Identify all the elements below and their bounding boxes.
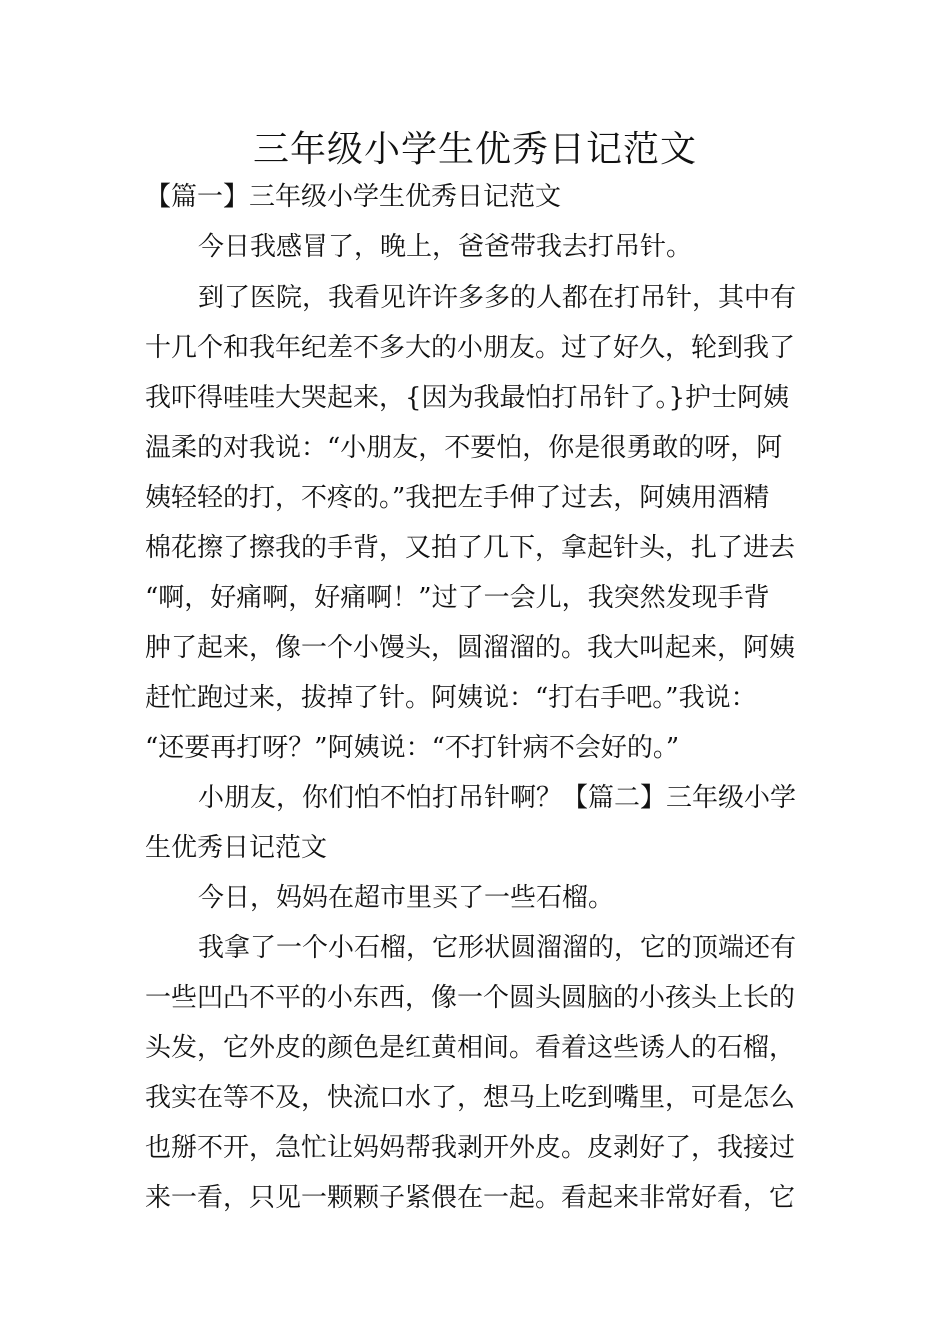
paragraph-line: 今日，妈妈在超市里买了一些石榴。 xyxy=(198,883,615,913)
paragraph-line: 来一看，只见一颗颗子紧偎在一起。看起来非常好看，它 xyxy=(145,1183,796,1213)
paragraph-line: 棉花擦了擦我的手背，又拍了几下，拿起针头，扎了进去 xyxy=(145,533,796,563)
paragraph-line: 十几个和我年纪差不多大的小朋友。过了好久，轮到我了 xyxy=(145,333,796,363)
page-title: 三年级小学生优秀日记范文 xyxy=(252,129,697,170)
paragraph-line: 我拿了一个小石榴，它形状圆溜溜的，它的顶端还有 xyxy=(198,933,797,963)
paragraph-line: 小朋友，你们怕不怕打吊针啊？【篇二】三年级小学 xyxy=(198,783,797,813)
paragraph-line: 到了医院，我看见许许多多的人都在打吊针，其中有 xyxy=(198,283,797,313)
paragraph-line: 我吓得哇哇大哭起来，{因为我最怕打吊针了。}护士阿姨 xyxy=(145,383,790,413)
paragraph-line: 头发，它外皮的颜色是红黄相间。看着这些诱人的石榴， xyxy=(145,1033,796,1063)
paragraph-line: 一些凹凸不平的小东西，像一个圆头圆脑的小孩头上长的 xyxy=(145,983,796,1013)
paragraph-line: 姨轻轻的打，不疼的。”我把左手伸了过去，阿姨用酒精 xyxy=(145,483,770,513)
paragraph-line: 今日我感冒了，晚上，爸爸带我去打吊针。 xyxy=(198,232,693,262)
paragraph-line: 也掰不开，急忙让妈妈帮我剥开外皮。皮剥好了，我接过 xyxy=(145,1133,796,1163)
paragraph-line: 温柔的对我说：“小朋友，不要怕，你是很勇敢的呀，阿 xyxy=(145,433,783,463)
paragraph-line: “啊，好痛啊，好痛啊！”过了一会儿，我突然发现手背 xyxy=(145,583,770,613)
paragraph-line: 肿了起来，像一个小馒头，圆溜溜的。我大叫起来，阿姨 xyxy=(145,633,796,663)
paragraph-line: 赶忙跑过来，拔掉了针。阿姨说：“打右手吧。”我说： xyxy=(145,683,757,713)
section-heading: 【篇一】三年级小学生优秀日记范文 xyxy=(145,182,562,212)
paragraph-line: “还要再打呀？”阿姨说：“不打针病不会好的。” xyxy=(145,733,680,763)
paragraph-line: 生优秀日记范文 xyxy=(145,833,328,863)
paragraph-line: 我实在等不及，快流口水了，想马上吃到嘴里，可是怎么 xyxy=(145,1083,796,1113)
